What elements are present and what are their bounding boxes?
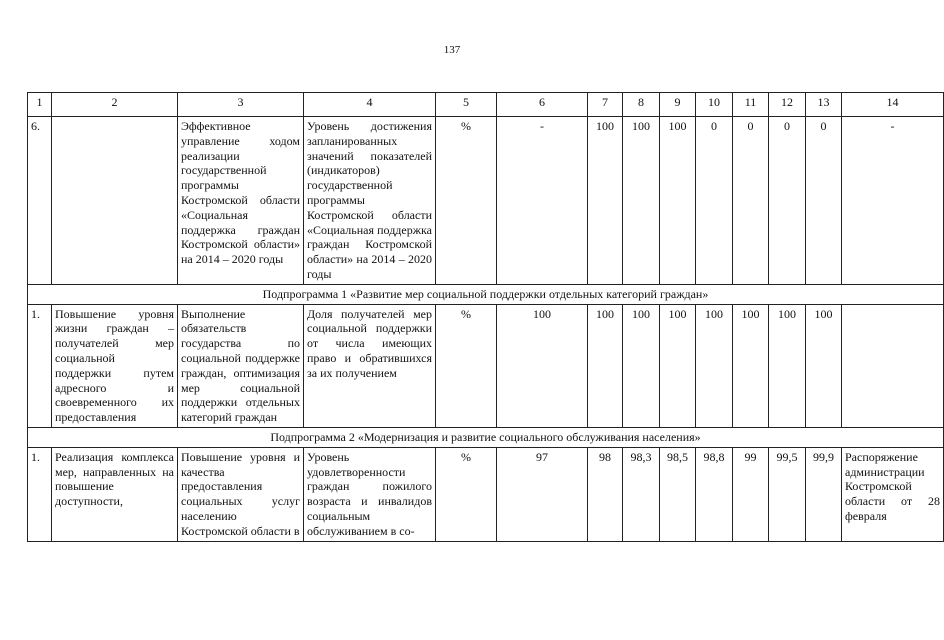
header-cell: 11	[733, 93, 769, 117]
value-cell: 0	[733, 117, 769, 285]
value-cell: 99	[733, 447, 769, 541]
value-cell: 99,9	[806, 447, 842, 541]
basis-cell: -	[842, 117, 944, 285]
goal-cell: Повышение уровня жизни граждан – получателей мер социальной поддержки путем адресного и своевременного их предоставления	[52, 304, 178, 427]
task-cell: Выполнение обязательств государства по социальной поддержке граждан, оптимизация мер социальной поддержки отдельных категорий граждан	[178, 304, 304, 427]
value-cell: -	[497, 117, 588, 285]
goal-cell: Реализация комплекса мер, направленных на повышение доступности,	[52, 447, 178, 541]
task-cell: Повышение уровня и качества предоставления социальных услуг населению Костромской области в	[178, 447, 304, 541]
value-cell: 99,5	[769, 447, 806, 541]
header-cell: 2	[52, 93, 178, 117]
value-cell: 100	[588, 304, 623, 427]
header-cell: 4	[304, 93, 436, 117]
row-number: 6.	[28, 117, 52, 285]
subprogram-row	[28, 427, 944, 447]
task-cell: Эффективное управление ходом реализации государственной программы Костромской области «Социальная поддержка граждан Костромской области» на 2014 – 2020 годы	[178, 117, 304, 285]
value-cell: 0	[806, 117, 842, 285]
value-cell: 100	[497, 304, 588, 427]
header-cell: 10	[696, 93, 733, 117]
header-cell: 7	[588, 93, 623, 117]
value-cell: 98,3	[623, 447, 660, 541]
value-cell: 100	[769, 304, 806, 427]
page-number: 137	[443, 44, 461, 56]
row-number: 1.	[28, 447, 52, 541]
header-cell: 1	[28, 93, 52, 117]
value-cell: 100	[696, 304, 733, 427]
unit-cell: %	[436, 117, 497, 285]
table-row	[28, 304, 944, 427]
value-cell: 100	[733, 304, 769, 427]
indicators-table	[27, 92, 944, 542]
header-cell: 13	[806, 93, 842, 117]
table-row	[28, 117, 944, 285]
value-cell: 100	[623, 117, 660, 285]
header-cell: 5	[436, 93, 497, 117]
value-cell: 0	[769, 117, 806, 285]
value-cell: 97	[497, 447, 588, 541]
table-header-row	[28, 93, 944, 117]
value-cell: 100	[660, 117, 696, 285]
value-cell: 100	[806, 304, 842, 427]
header-cell: 12	[769, 93, 806, 117]
basis-cell: Распоряжение администрации Костромской области от 28 февраля	[842, 447, 944, 541]
subprogram-title: Подпрограмма 1 «Развитие мер социальной поддержки отдельных категорий граждан»	[28, 284, 944, 304]
subprogram-title: Подпрограмма 2 «Модернизация и развитие социального обслуживания населения»	[28, 427, 944, 447]
value-cell: 100	[660, 304, 696, 427]
basis-cell	[842, 304, 944, 427]
header-cell: 6	[497, 93, 588, 117]
value-cell: 98	[588, 447, 623, 541]
value-cell: 98,5	[660, 447, 696, 541]
value-cell: 98,8	[696, 447, 733, 541]
header-cell: 8	[623, 93, 660, 117]
value-cell: 100	[588, 117, 623, 285]
header-cell: 14	[842, 93, 944, 117]
header-cell: 3	[178, 93, 304, 117]
unit-cell: %	[436, 447, 497, 541]
indicator-cell: Уровень достижения запланированных значений показателей (индикаторов) государственной программы Костромской области «Социальная поддержка граждан Костромской области» на 2014 – 2020 годы	[304, 117, 436, 285]
row-number: 1.	[28, 304, 52, 427]
unit-cell: %	[436, 304, 497, 427]
goal-cell	[52, 117, 178, 285]
subprogram-row	[28, 284, 944, 304]
table-row	[28, 447, 944, 541]
header-cell: 9	[660, 93, 696, 117]
indicator-cell: Доля получателей мер социальной поддержки от числа имеющих право и обратившихся за их получением	[304, 304, 436, 427]
value-cell: 0	[696, 117, 733, 285]
value-cell: 100	[623, 304, 660, 427]
indicator-cell: Уровень удовлетворенности граждан пожилого возраста и инвалидов социальным обслуживанием в со-	[304, 447, 436, 541]
